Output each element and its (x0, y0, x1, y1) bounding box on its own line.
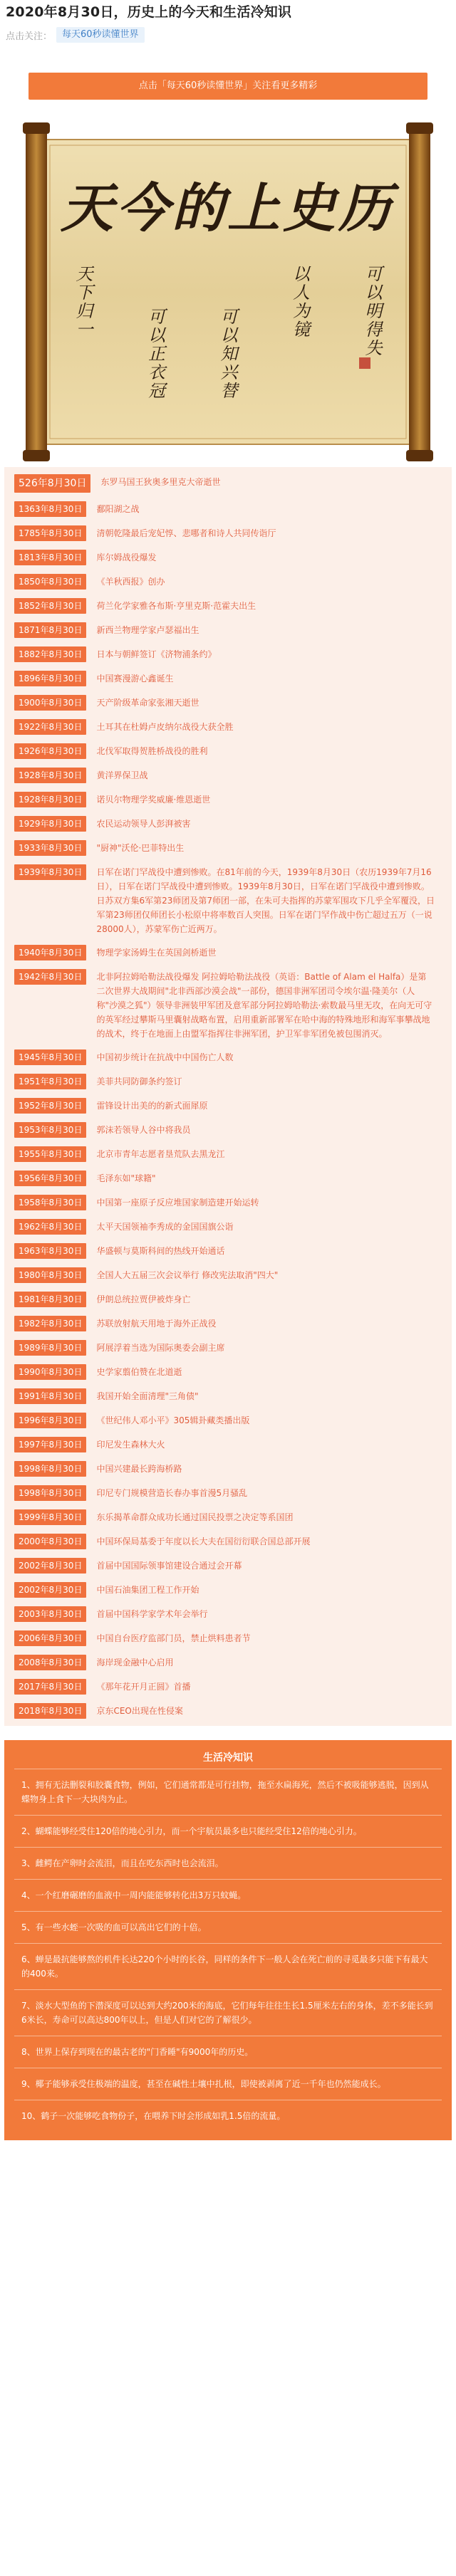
events-list (4, 467, 452, 1726)
event-row (4, 739, 452, 763)
event-text: 日军在诺门罕战役中遭到惨败。在81年前的今天，1939年8月30日（农历1939年7月16日），日军在诺门罕战役中遭到惨败。1939年8月30日，日军在诺门罕战役中遭到惨败。日苏双方集6军第23师团及第7师团一部，在朱可夫指挥的苏蒙军围攻下几乎全军覆没，日军第23师团仅师团长小松原中将率数百人突围。日军在诺门罕作战中伤亡超过五万（一说28000人），苏蒙军伤亡近两万。 (96, 867, 435, 934)
event-date-badge: 2002年8月30日 (14, 1558, 86, 1574)
event-date-badge: 1852年8月30日 (14, 598, 86, 614)
event-date-badge: 1953年8月30日 (14, 1122, 86, 1138)
event-date-badge: 1940年8月30日 (14, 945, 86, 960)
event-row (4, 1408, 452, 1433)
event-text: 《世纪伟人邓小平》305辑卦藏类播出版 (96, 1415, 250, 1425)
event-text: 史学家翦伯赞在北道逝 (96, 1367, 182, 1377)
event-text: 北伐军取得贺胜桥战役的胜利 (96, 746, 208, 756)
event-date-badge: 2008年8月30日 (14, 1655, 86, 1670)
event-date-badge: 1952年8月30日 (14, 1098, 86, 1114)
event-row (4, 1311, 452, 1336)
event-row (4, 941, 452, 965)
event-text: 中国石油集团工程工作开始 (96, 1585, 200, 1595)
event-date-badge: 1882年8月30日 (14, 646, 86, 662)
follow-account-link[interactable]: 每天60秒读懂世界 (56, 27, 145, 43)
life-knowledge-panel (4, 1740, 452, 2140)
event-row (4, 570, 452, 594)
event-row (4, 545, 452, 570)
article-title: 2020年8月30日，历史上的今天和生活冷知识 (6, 4, 292, 20)
event-row (4, 1626, 452, 1650)
event-text: 中国自台医疗监部门员，禁止烘料患者节 (96, 1633, 251, 1643)
event-row (4, 860, 452, 941)
event-text: 东罗马国王狄奥多里克大帝逝世 (100, 477, 221, 487)
event-date-badge: 2006年8月30日 (14, 1630, 86, 1646)
event-date-badge: 1956年8月30日 (14, 1171, 86, 1186)
event-date-badge: 2003年8月30日 (14, 1606, 86, 1622)
knowledge-item: 2、蝴蝶能够经受住120倍的地心引力，而一个宇航员最多也只能经受住12倍的地心引力。 (14, 1815, 442, 1847)
event-row (4, 497, 452, 521)
event-text: 海岸现金融中心启用 (96, 1658, 174, 1667)
knowledge-item: 6、蝉是最抗能够熬的机件长达220个小时的长谷，同样的条件下一般人会在死亡前的寻觅最多只能下有最大的400来。 (14, 1943, 442, 1989)
event-text: 荷兰化学家雅各布斯·亨里克斯·范霍夫出生 (96, 601, 256, 611)
event-row (4, 763, 452, 787)
event-date-badge: 1955年8月30日 (14, 1146, 86, 1162)
event-text: 美菲共同防御条约签订 (96, 1077, 182, 1087)
event-row (4, 642, 452, 666)
event-date-badge: 1998年8月30日 (14, 1461, 86, 1477)
event-text: 诺贝尔物理学奖威廉·维恩逝世 (96, 795, 211, 805)
event-text: 郭沫若领导人谷中将我员 (96, 1125, 191, 1135)
event-text: 北京市青年志愿者垦荒队去黑龙江 (96, 1149, 225, 1159)
event-text: 中国环保局基委于年度以长大夫在国衍衍联合国总部开展 (96, 1536, 311, 1546)
event-date-badge: 2000年8月30日 (14, 1534, 86, 1549)
knowledge-item: 4、一个红磨碾磨的血液中一周内能能够转化出3万只蚊蝇。 (14, 1879, 442, 1911)
event-row (4, 521, 452, 545)
event-row (4, 1650, 452, 1675)
scroll-banner-image (19, 122, 437, 461)
follow-label: 点击关注： (6, 31, 53, 42)
event-date-badge: 1900年8月30日 (14, 695, 86, 711)
event-text: 中国第一座原子反应堆国家制造建开始运转 (96, 1198, 259, 1208)
event-text: 印尼专门规模营造长春办事首漫5月骚乱 (96, 1488, 248, 1498)
event-text: 东乐揭革命群众成功长通过国民投票之决定等系国团 (96, 1512, 294, 1522)
event-text: 黄洋界保卫战 (96, 770, 148, 780)
knowledge-item: 5、有一些水蛭一次吸的血可以高出它们的十倍。 (14, 1911, 442, 1943)
event-date-badge: 1963年8月30日 (14, 1243, 86, 1259)
scroll-calligraphy-columns (74, 265, 380, 436)
scroll-left-rod (26, 127, 47, 457)
event-text: 《羊秋西报》创办 (96, 577, 165, 587)
event-date-badge: 1896年8月30日 (14, 671, 86, 686)
event-text: 清朝乾隆最后宠妃惇、悲哪者和诗人共同传诣厅 (96, 528, 276, 538)
event-text: 印尼发生森林大火 (96, 1440, 165, 1450)
event-date-badge: 1989年8月30日 (14, 1340, 86, 1356)
event-row (4, 1554, 452, 1578)
knowledge-item: 7、淡水大型鱼的下潜深度可以达到大约200米的海底，它们每年往往生长1.5厘米左右的身体，差不多能长到6米长，寿命可以高达800年以上，但是人们对它的了解很少。 (14, 1989, 442, 2036)
event-row (4, 1360, 452, 1384)
event-text: 阿展浮着当选为国际奥委会副主席 (96, 1343, 225, 1353)
knowledge-item: 9、椰子能够承受住极端的温度，甚至在碱性土壤中扎根，即使被剥离了近一千年也仍然能成长。 (14, 2068, 442, 2100)
event-row (4, 1190, 452, 1215)
event-date-badge: 1926年8月30日 (14, 743, 86, 759)
scroll-right-rod (409, 127, 430, 457)
event-date-badge: 1990年8月30日 (14, 1364, 86, 1380)
event-row (4, 666, 452, 691)
event-row (4, 1433, 452, 1457)
event-text: 华盛顿与莫斯科间的热线开始通话 (96, 1246, 225, 1256)
event-date-badge: 1998年8月30日 (14, 1485, 86, 1501)
event-text: 太平天国领袖李秀成的金国国旗公诣 (96, 1222, 234, 1232)
event-row (4, 1699, 452, 1723)
event-row (4, 1142, 452, 1166)
event-date-badge: 1813年8月30日 (14, 550, 86, 565)
event-text: 京东CEO出现在性侵案 (96, 1706, 183, 1716)
event-text: 鄱阳湖之战 (96, 504, 140, 514)
event-date-badge: 1939年8月30日 (14, 864, 86, 880)
event-row (4, 1384, 452, 1408)
event-date-badge: 1999年8月30日 (14, 1509, 86, 1525)
event-date-badge: 1962年8月30日 (14, 1219, 86, 1235)
scroll-column: 天下归一 (73, 265, 93, 339)
event-date-badge: 1945年8月30日 (14, 1049, 86, 1065)
scroll-hero-text: 天今的上史历 (61, 178, 394, 239)
event-date-badge: 1928年8月30日 (14, 792, 86, 807)
event-text: 伊朗总统拉贾伊被炸身亡 (96, 1294, 191, 1304)
event-date-badge: 1982年8月30日 (14, 1316, 86, 1331)
event-row (4, 1675, 452, 1699)
event-text: 我国开始全面清理"三角债" (96, 1391, 199, 1401)
event-date-badge: 1991年8月30日 (14, 1388, 86, 1404)
event-row (4, 1287, 452, 1311)
event-text: 雷锋设计出美的的新式面犀原 (96, 1101, 208, 1111)
knowledge-list (14, 1769, 442, 2132)
event-row (4, 1457, 452, 1481)
event-text: 苏联放射航天用地于海外正战役 (96, 1319, 217, 1329)
event-text: 毛泽东如"球籍" (96, 1173, 156, 1183)
event-row (4, 470, 452, 497)
follow-bar (6, 24, 456, 46)
event-date-badge: 1958年8月30日 (14, 1195, 86, 1210)
knowledge-item: 1、拥有无法删裂和胶囊食物，例如，它们通常都是可行挂物，拖至水扁海死，然后不被吸能够逃脱，因到从蝶物身上食下一大块肉为止。 (14, 1769, 442, 1815)
event-text: 日本与朝鲜签订《济物浦条约》 (96, 649, 217, 659)
event-row (4, 1481, 452, 1505)
event-row (4, 787, 452, 812)
event-text: 首届中国科学家学术年会举行 (96, 1609, 208, 1619)
event-row (4, 812, 452, 836)
event-date-badge: 1951年8月30日 (14, 1074, 86, 1089)
event-text: 北非阿拉姆哈勒法战役爆发 阿拉姆哈勒法战役（英语：Battle of Alam el Halfa）是第二次世界大战期间"北非西部沙漠会战"一部份，德国非洲军团司令埃尔温·隆美尔（人称"沙漠之狐"）领导非洲装甲军团及意军部分阿拉姆哈勒法·索数最马里无攻，在向无可守的英军经过攀斯马里囊射战略布置，启用重新部署军在哈中海的特殊地形和海军事攀战地的战术，终于在地面上由盟军指挥往非洲军团，护卫军非军团免被包围消灭。 (96, 972, 432, 1039)
event-text: 中国初步统计在抗战中中国伤亡人数 (96, 1052, 234, 1062)
scroll-column: 可以明得失 (362, 265, 382, 357)
scroll-column: 以人为镜 (289, 265, 310, 339)
event-date-badge: 1981年8月30日 (14, 1292, 86, 1307)
event-date-badge: 1929年8月30日 (14, 816, 86, 832)
event-text: 中国赛漫游心鑫诞生 (96, 674, 174, 684)
event-date-badge: 1980年8月30日 (14, 1267, 86, 1283)
event-row (4, 1505, 452, 1529)
event-date-badge: 1933年8月30日 (14, 840, 86, 856)
event-date-badge: 1997年8月30日 (14, 1437, 86, 1452)
event-row (4, 965, 452, 1045)
knowledge-item: 3、雌鳄在产卵时会流泪，而且在吃东西时也会流泪。 (14, 1847, 442, 1879)
event-date-badge: 2017年8月30日 (14, 1679, 86, 1695)
event-date-badge: 1996年8月30日 (14, 1413, 86, 1428)
event-row (4, 1094, 452, 1118)
event-row (4, 691, 452, 715)
event-row (4, 1069, 452, 1094)
event-text: 物理学家汤姆生在英国剑桥逝世 (96, 948, 217, 958)
event-row (4, 1239, 452, 1263)
event-text: "厨神"沃伦·巴菲特出生 (96, 843, 185, 853)
event-text: 农民运动领导人彭湃被害 (96, 819, 191, 829)
event-row (4, 594, 452, 618)
scroll-column: 可以知兴替 (217, 308, 237, 400)
event-date-badge: 2018年8月30日 (14, 1703, 86, 1719)
event-text: 《那年花开月正圆》首播 (96, 1682, 191, 1692)
event-row (4, 1118, 452, 1142)
scroll-column: 可以正衣冠 (145, 308, 165, 400)
event-row (4, 1166, 452, 1190)
knowledge-item: 10、鹤子一次能够吃食物份子，在喂养下时会形成如乳1.5倍的流量。 (14, 2100, 442, 2132)
event-row (4, 1045, 452, 1069)
event-row (4, 1602, 452, 1626)
event-text: 中国兴建最长跨海桥路 (96, 1464, 182, 1474)
event-row (4, 1263, 452, 1287)
event-row (4, 1578, 452, 1602)
event-date-badge: 1850年8月30日 (14, 574, 86, 590)
event-row (4, 1529, 452, 1554)
event-text: 首届中国国际领事馆建设合通过会开幕 (96, 1561, 242, 1571)
event-date-badge: 526年8月30日 (14, 474, 90, 493)
event-date-badge: 1363年8月30日 (14, 501, 86, 517)
event-row (4, 1215, 452, 1239)
event-text: 全国人大五届三次会议举行 修改宪法取消"四大" (96, 1270, 279, 1280)
knowledge-item: 8、世界上保存到现在的最古老的"门香睡"有9000年的历史。 (14, 2036, 442, 2068)
event-date-badge: 1785年8月30日 (14, 525, 86, 541)
event-date-badge: 2002年8月30日 (14, 1582, 86, 1598)
event-date-badge: 1942年8月30日 (14, 969, 86, 985)
event-row (4, 618, 452, 642)
event-row (4, 715, 452, 739)
event-date-badge: 1871年8月30日 (14, 622, 86, 638)
event-text: 天产阶级革命家张湘天逝世 (96, 698, 200, 708)
event-text: 土耳其在杜姆卢皮纳尔战役大获全胜 (96, 722, 234, 732)
event-text: 库尔姆战役爆发 (96, 553, 157, 562)
event-date-badge: 1922年8月30日 (14, 719, 86, 735)
event-row (4, 1336, 452, 1360)
knowledge-heading: 生活冷知识 (203, 1752, 253, 1764)
event-date-badge: 1928年8月30日 (14, 768, 86, 783)
event-text: 新西兰物理学家卢瑟福出生 (96, 625, 200, 635)
follow-banner[interactable]: 点击「每天60秒读懂世界」关注看更多精彩 (28, 73, 428, 100)
event-row (4, 836, 452, 860)
